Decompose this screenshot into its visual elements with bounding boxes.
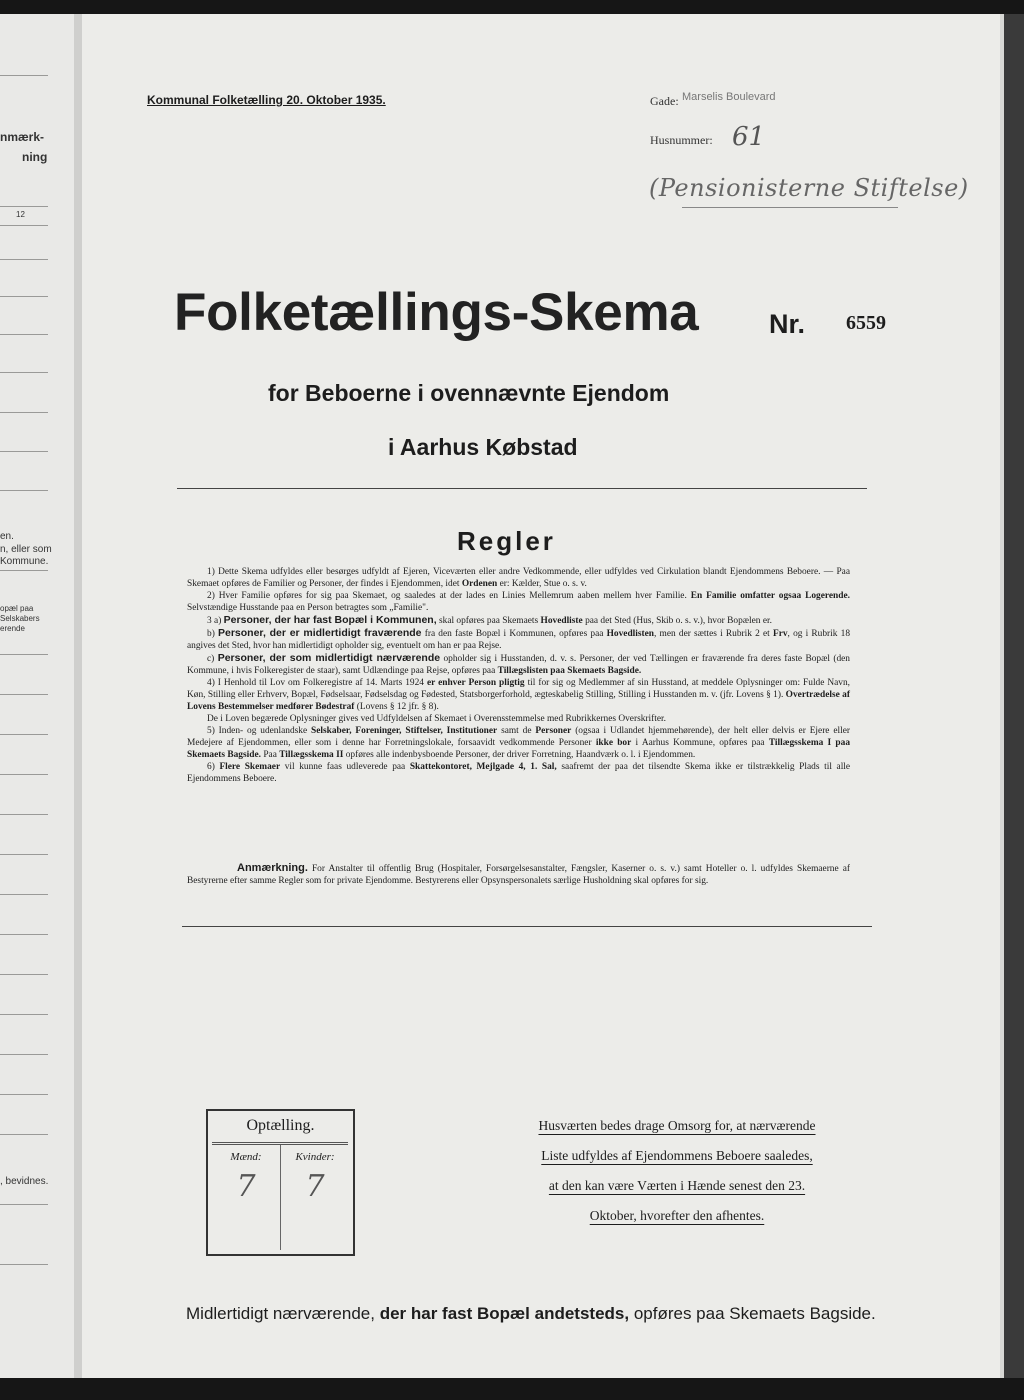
house-number-label: Husnummer:: [650, 133, 713, 147]
rule-3a: 3 a) Personer, der har fast Bopæl i Kommunen, skal opføres paa Skemaets Hovedliste paa det Sted (Hus, Skib o. s. v.), hvor Bopælen er.: [207, 614, 772, 626]
margin-text: en.: [0, 531, 14, 542]
form-number-value: 6559: [846, 312, 886, 334]
margin-text: 12: [16, 210, 25, 219]
tally-men-label: Mænd:: [230, 1151, 262, 1163]
ruled-line: [0, 412, 48, 413]
tally-title: Optælling.: [246, 1117, 315, 1134]
tally-women-value: 7: [305, 1169, 325, 1204]
tally-box: [206, 1109, 355, 1256]
form-title: Folketællings-Skema: [174, 283, 699, 342]
rule-4: 4) I Henhold til Lov om Folkeregistre af 14. Marts 1924 er enhver Person pligtig til for sig og Medlemmer af sin Husstand, at meddele Oplysninger om: Fulde Navn, Køn, Stilling eller Erhverv, Bopæl, Fødselsaar, Fødselsdag og Fødested, Statsborgerforhold, ægteskabelig Stilling, Stilling i Husstanden m. v. (jfr. Lovens § 1). Overtrædelse af Lovens Bestemmelser medfører Bødestraf (Lovens § 12 jfr. § 8).: [187, 678, 851, 712]
ruled-line: [0, 1054, 48, 1055]
ruled-line: [0, 570, 48, 571]
tally-divider: [212, 1142, 348, 1143]
ruled-line: [0, 1014, 48, 1015]
ruled-line: [0, 1264, 48, 1265]
tally-women-column: [281, 1145, 349, 1250]
margin-text: erende: [0, 624, 25, 633]
ruled-line: [0, 225, 48, 226]
census-header: Kommunal Folketælling 20. Oktober 1935.: [147, 93, 386, 107]
ruled-line: [0, 259, 48, 260]
ruled-line: [0, 490, 48, 491]
house-number-value: 61: [732, 122, 766, 152]
ruled-line: [0, 854, 48, 855]
ruled-line: [0, 734, 48, 735]
rule-3b: b) Personer, der er midlertidigt fraværende fra den faste Bopæl i Kommunen, opføres paa Hovedlisten, men der sættes i Rubrik 2 et Frv, og i Rubrik 18 angives det Sted, hvor han midlertidigt opholder sig, eventuelt om han er paa Rejse.: [187, 627, 851, 651]
notice-line: Oktober, hvorefter den afhentes.: [589, 1208, 765, 1223]
notice-line: Husværten bedes drage Omsorg for, at nærværende: [538, 1118, 816, 1133]
ruled-line: [0, 1094, 48, 1095]
margin-text: nmærk-: [0, 130, 45, 144]
rules-text: [187, 566, 850, 785]
ruled-line: [0, 814, 48, 815]
ruled-line: [0, 654, 48, 655]
handwriting-underline: [682, 207, 898, 208]
footer-note: Midlertidigt nærværende, der har fast Bopæl andetsteds, opføres paa Skemaets Bagside.: [186, 1304, 876, 1323]
ruled-line: [0, 296, 48, 297]
rule-4-extra: De i Loven begærede Oplysninger gives ved Udfyldelsen af Skemaet i Overensstemmelse med Rubrikkernes Overskrifter.: [207, 714, 666, 724]
street-value: Marselis Boulevard: [682, 91, 776, 103]
margin-text: Selskabers: [0, 614, 40, 623]
margin-text: Kommune.: [0, 556, 49, 567]
notice-line: Liste udfyldes af Ejendommens Beboere saaledes,: [541, 1148, 813, 1163]
ruled-line: [0, 451, 48, 452]
form-subtitle-city: i Aarhus Købstad: [388, 434, 578, 460]
divider: [182, 926, 872, 927]
ruled-line: [0, 774, 48, 775]
scan-border-right: [1004, 14, 1024, 1378]
rule-5: 5) Inden- og udenlandske Selskaber, Foreninger, Stiftelser, Institutioner samt de Personer (ogsaa i Udlandet hjemmehørende), der helt eller delvis er Ejere eller Medejere af Ejendommen, eller som i denne har Forretningslokale, forsaavidt vedkommende Personer ikke bor i Aarhus Kommune, opføres paa Tillægsskema I paa Skemaets Bagside. Paa Tillægsskema II opføres alle indenbysboende Personer, der driver Forretning, Haandværk o. l. i Ejendommen.: [187, 726, 851, 760]
rule-2: 2) Hver Familie opføres for sig paa Skemaet, og saaledes at der lades en Linies Mellemrum aaben mellem hver Familie. En Familie omfatter ogsaa Logerende. Selvstændige Husstande paa en Person betragtes som „Familie".: [187, 591, 850, 613]
notice-line: at den kan være Værten i Hænde senest den 23.: [548, 1178, 806, 1193]
street-label: Gade:: [650, 94, 679, 108]
margin-text: ning: [22, 150, 48, 164]
ruled-line: [0, 206, 48, 207]
ruled-line: [0, 694, 48, 695]
ruled-line: [0, 372, 48, 373]
census-form-page: [82, 14, 1004, 1378]
rule-1: 1) Dette Skema udfyldes eller besørges udfyldt af Ejeren, Viceværten eller andre Vedkommende, eller udfyldes ved Cirkulation blandt Ejendommens Beboere. — Paa Skemaet opføres de Familier og Personer, der findes i Ejendommen, idet Ordenen er: Kælder, Stue o. s. v.: [187, 567, 850, 589]
ruled-line: [0, 1204, 48, 1205]
institution-handwritten: (Pensionisterne Stiftelse): [649, 174, 969, 202]
landlord-notice: [507, 1111, 847, 1231]
ruled-line: [0, 934, 48, 935]
ruled-line: [0, 894, 48, 895]
ruled-line: [0, 1134, 48, 1135]
margin-text: , bevidnes.: [0, 1176, 49, 1187]
tally-women-label: Kvinder:: [295, 1151, 335, 1163]
margin-text: n, eller som: [0, 544, 52, 555]
rule-3c: c) Personer, der som midlertidigt nærværende opholder sig i Husstanden, d. v. s. Personer, der ved Tællingen er fraværende fra deres faste Bopæl (den Kommune, i hvis Folkeregister de staar), samt Udlændinge paa Rejse, opføres paa Tillægslisten paa Skemaets Bagside.: [187, 652, 850, 676]
form-number-label: Nr.: [769, 309, 806, 339]
remark-label: Anmærkning.: [237, 862, 308, 874]
previous-page-edge: [0, 14, 76, 1378]
scan-border-bottom: [0, 1378, 1024, 1400]
rule-6: 6) Flere Skemaer vil kunne faas udleverede paa Skattekontoret, Mejlgade 4, 1. Sal, saafremt der paa det tilsendte Skema ikke er tilstrækkelig Plads til alle Ejendommens Beboere.: [187, 762, 851, 784]
book-gutter: [74, 14, 82, 1378]
ruled-line: [0, 334, 48, 335]
form-subtitle: for Beboerne i ovennævnte Ejendom: [268, 380, 670, 406]
ruled-line: [0, 75, 48, 76]
margin-text: opæl paa: [0, 604, 34, 613]
rules-heading: Regler: [457, 526, 556, 556]
tally-men-value: 7: [236, 1169, 256, 1204]
ruled-line: [0, 974, 48, 975]
divider: [177, 488, 867, 489]
remark-text: [187, 862, 850, 887]
tally-men-column: [212, 1145, 281, 1250]
remark-body: For Anstalter til offentlig Brug (Hospitaler, Forsørgelsesanstalter, Fængsler, Kaserner o. s. v.) samt Hoteller o. l. udfyldes Skemaerne af Bestyrerne efter samme Regler som for private Ejendomme. Bestyrerens eller Opsynspersonalets særlige Husholdning skal opføres for sig.: [187, 864, 851, 886]
scan-border-top: [0, 0, 1024, 14]
